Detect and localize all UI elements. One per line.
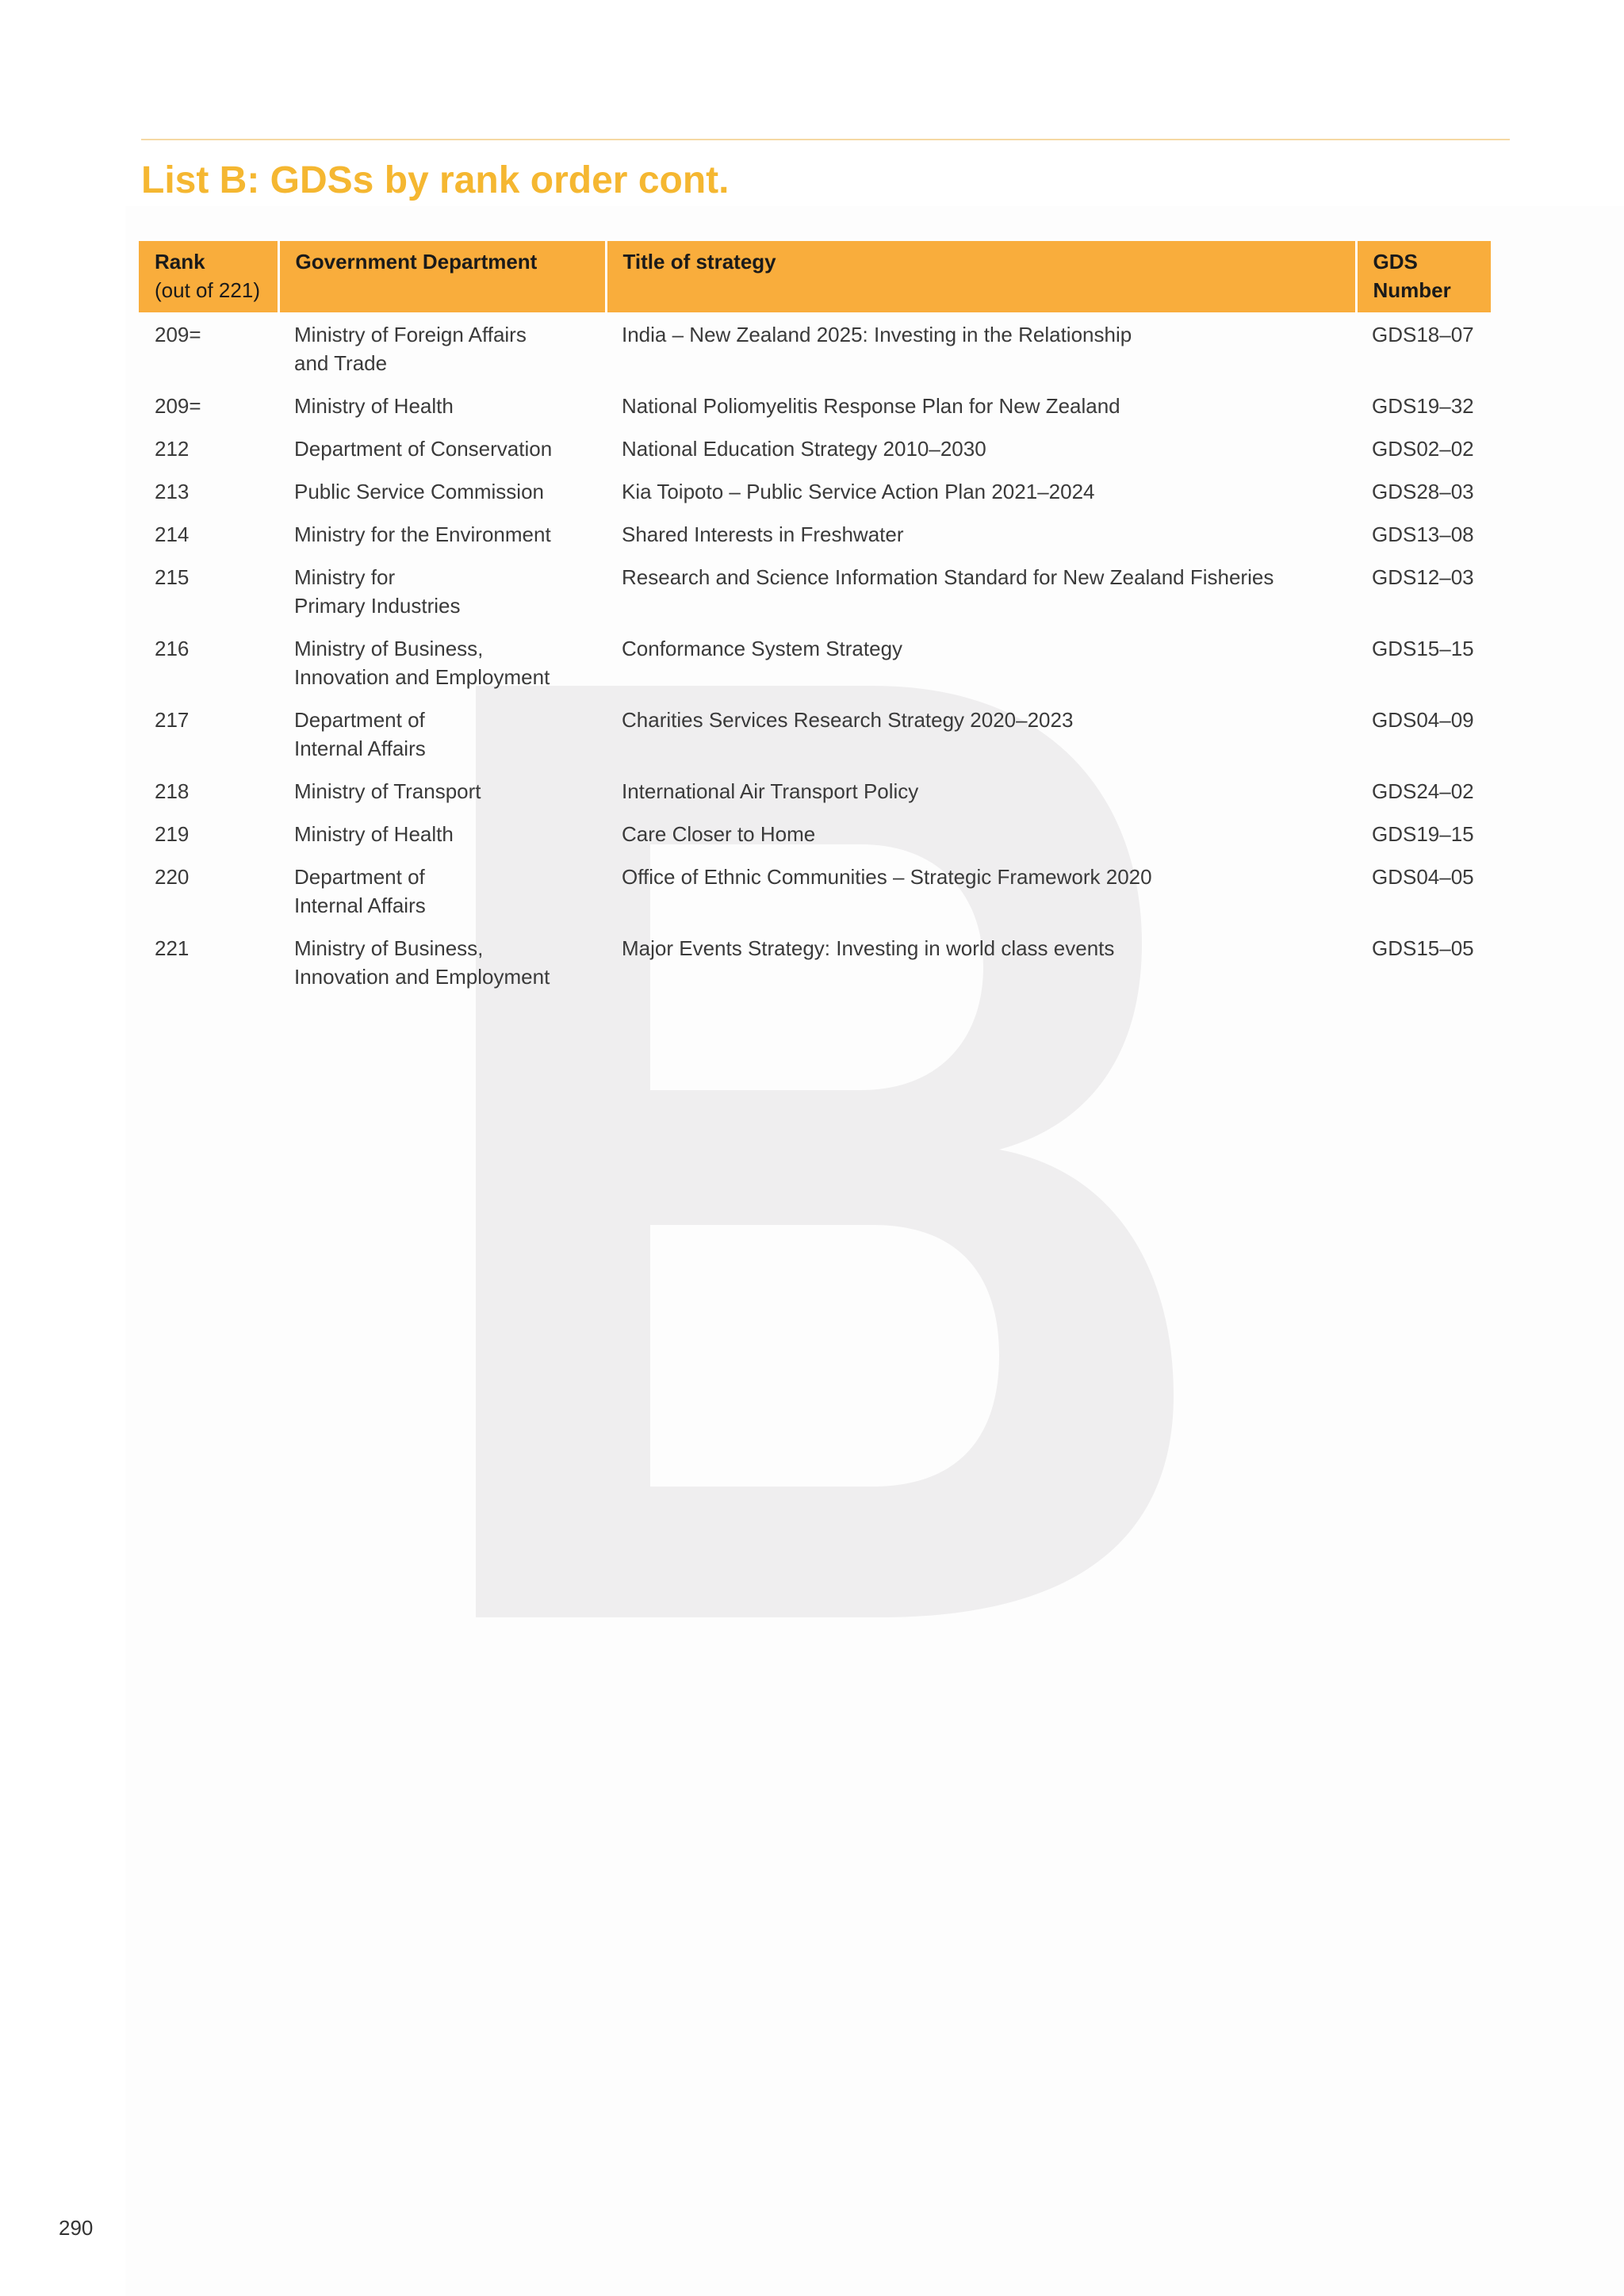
cell-gds-number: GDS13–08 bbox=[1372, 522, 1474, 546]
cell-rank: 213 bbox=[155, 480, 190, 503]
table-row bbox=[139, 555, 1491, 626]
cell-gds-number: GDS15–15 bbox=[1372, 637, 1474, 660]
page-number: 290 bbox=[59, 2216, 94, 2240]
cell-gds-number: GDS15–05 bbox=[1372, 936, 1474, 960]
table-row bbox=[139, 812, 1491, 855]
header-rank-sublabel: (out of 221) bbox=[155, 278, 260, 302]
cell-rank: 221 bbox=[155, 936, 190, 960]
header-rank-label: Rank bbox=[155, 250, 205, 274]
cell-strategy: Conformance System Strategy bbox=[622, 637, 903, 660]
cell-department: Ministry of Health bbox=[294, 822, 454, 846]
table-row bbox=[139, 698, 1491, 769]
top-rule bbox=[141, 139, 1510, 140]
cell-gds-number: GDS12–03 bbox=[1372, 565, 1474, 589]
cell-rank: 209= bbox=[155, 323, 201, 346]
cell-rank: 218 bbox=[155, 779, 190, 803]
cell-strategy: International Air Transport Policy bbox=[622, 779, 919, 803]
cell-department: Ministry for the Environment bbox=[294, 522, 551, 546]
table-row bbox=[139, 427, 1491, 469]
cell-strategy: Office of Ethnic Communities – Strategic Framework 2020 bbox=[622, 865, 1152, 889]
cell-gds-number: GDS18–07 bbox=[1372, 323, 1474, 346]
table-row bbox=[139, 855, 1491, 926]
cell-gds-number: GDS02–02 bbox=[1372, 437, 1474, 461]
cell-department: Department of Internal Affairs bbox=[294, 708, 426, 760]
cell-strategy: Kia Toipoto – Public Service Action Plan 2021–2024 bbox=[622, 480, 1095, 503]
cell-gds-number: GDS28–03 bbox=[1372, 480, 1474, 503]
table-row bbox=[139, 469, 1491, 512]
cell-gds-number: GDS24–02 bbox=[1372, 779, 1474, 803]
cell-strategy: Charities Services Research Strategy 2020–2023 bbox=[622, 708, 1074, 732]
page-title: List B: GDSs by rank order cont. bbox=[141, 159, 730, 201]
table-row bbox=[139, 512, 1491, 555]
cell-strategy: Research and Science Information Standard for New Zealand Fisheries bbox=[622, 565, 1274, 589]
cell-strategy: Shared Interests in Freshwater bbox=[622, 522, 904, 546]
cell-department: Ministry of Foreign Affairs and Trade bbox=[294, 323, 527, 375]
cell-department: Ministry of Business, Innovation and Employment bbox=[294, 936, 550, 989]
cell-gds-number: GDS04–05 bbox=[1372, 865, 1474, 889]
cell-gds-number: GDS04–09 bbox=[1372, 708, 1474, 732]
cell-rank: 217 bbox=[155, 708, 190, 732]
cell-department: Department of Conservation bbox=[294, 437, 553, 461]
header-strategy: Title of strategy bbox=[606, 241, 1356, 312]
cell-strategy: India – New Zealand 2025: Investing in the Relationship bbox=[622, 323, 1132, 346]
cell-department: Department of Internal Affairs bbox=[294, 865, 426, 917]
header-gds-sublabel: Number bbox=[1373, 278, 1451, 302]
table-header bbox=[139, 241, 1491, 312]
header-row bbox=[139, 241, 1491, 312]
cell-rank: 219 bbox=[155, 822, 190, 846]
cell-gds-number: GDS19–32 bbox=[1372, 394, 1474, 418]
cell-department: Ministry for Primary Industries bbox=[294, 565, 461, 618]
cell-strategy: Major Events Strategy: Investing in world class events bbox=[622, 936, 1115, 960]
table-row bbox=[139, 926, 1491, 997]
cell-gds-number: GDS19–15 bbox=[1372, 822, 1474, 846]
table-row bbox=[139, 769, 1491, 812]
cell-rank: 215 bbox=[155, 565, 190, 589]
cell-strategy: National Poliomyelitis Response Plan for New Zealand bbox=[622, 394, 1120, 418]
table-row bbox=[139, 626, 1491, 698]
header-gds-number bbox=[1356, 241, 1491, 312]
gds-rank-table bbox=[139, 241, 1491, 997]
cell-department: Public Service Commission bbox=[294, 480, 544, 503]
cell-rank: 220 bbox=[155, 865, 190, 889]
table-body bbox=[139, 312, 1491, 997]
cell-rank: 209= bbox=[155, 394, 201, 418]
cell-department: Ministry of Health bbox=[294, 394, 454, 418]
cell-rank: 216 bbox=[155, 637, 190, 660]
cell-strategy: National Education Strategy 2010–2030 bbox=[622, 437, 986, 461]
table-row bbox=[139, 312, 1491, 384]
header-gds-label: GDS bbox=[1373, 250, 1418, 274]
cell-rank: 214 bbox=[155, 522, 190, 546]
header-department: Government Department bbox=[278, 241, 606, 312]
cell-department: Ministry of Transport bbox=[294, 779, 481, 803]
cell-rank: 212 bbox=[155, 437, 190, 461]
cell-department: Ministry of Business, Innovation and Employment bbox=[294, 637, 550, 689]
cell-strategy: Care Closer to Home bbox=[622, 822, 816, 846]
header-rank bbox=[139, 241, 278, 312]
table-row bbox=[139, 384, 1491, 427]
